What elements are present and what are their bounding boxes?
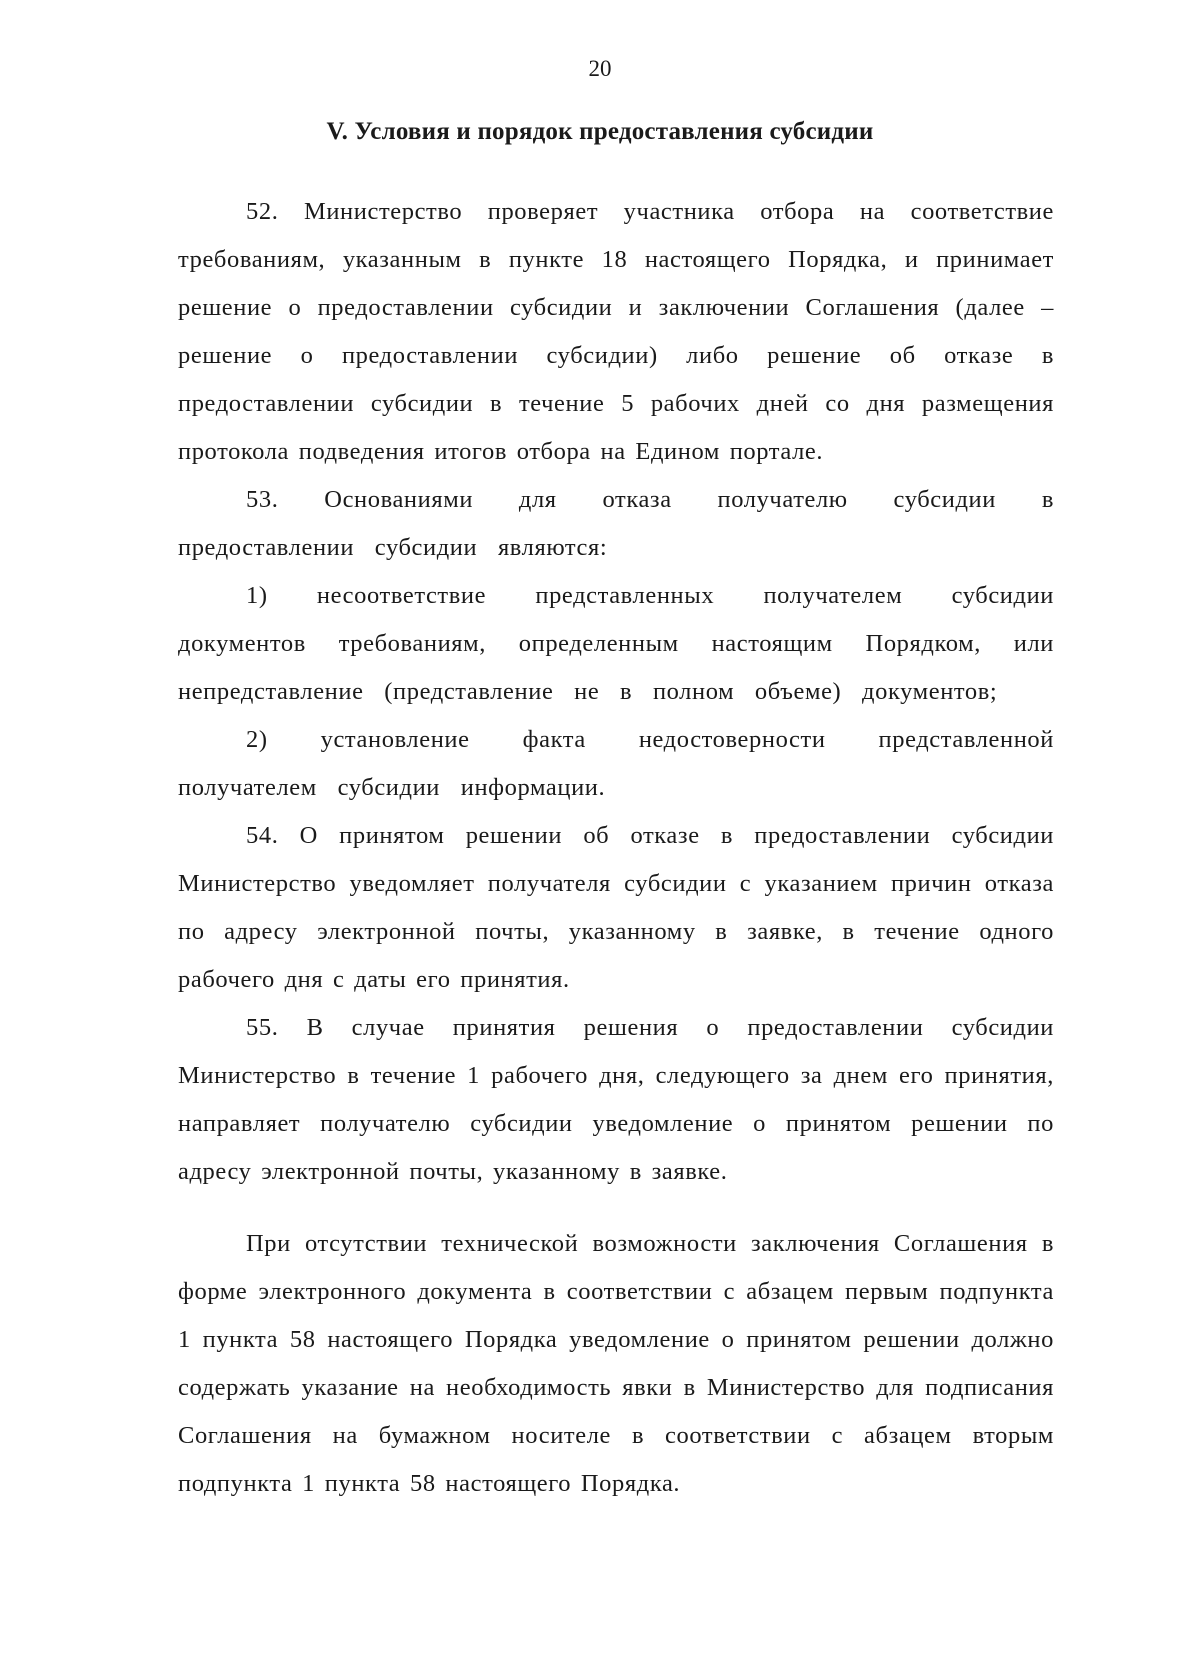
paragraph-53-item-1: 1) несоответствие представленных получателем субсидии документов требованиям, определенным настоящим Порядком, или непредставление (представление не в полном объеме) документов; xyxy=(178,582,1054,705)
paragraph-55: 55. В случае принятия решения о предоставлении субсидии Министерство в течение 1 рабочего дня, следующего за днем его принятия, направляет получателю субсидии уведомление о принятом решении по адресу электронной почты, указанному в заявке. xyxy=(178,1014,1054,1185)
page-number: 20 xyxy=(588,56,612,81)
section-heading: V. Условия и порядок предоставления субсидии xyxy=(326,118,874,145)
paragraph-54: 54. О принятом решении об отказе в предоставлении субсидии Министерство уведомляет получателя субсидии с указанием причин отказа по адресу электронной почты, указанному в заявке, в течение одного рабочего дня с даты его принятия. xyxy=(178,822,1054,993)
document-body xyxy=(178,188,1054,1508)
paragraph-53: 53. Основаниями для отказа получателю субсидии в предоставлении субсидии являются: xyxy=(178,486,1054,561)
paragraph-52: 52. Министерство проверяет участника отбора на соответствие требованиям, указанным в пункте 18 настоящего Порядка, и принимает решение о предоставлении субсидии и заключении Соглашения (далее – решение о предоставлении субсидии) либо решение об отказе в предоставлении субсидии в течение 5 рабочих дней со дня размещения протокола подведения итогов отбора на Едином портале. xyxy=(178,198,1054,465)
paragraph-55-note: При отсутствии технической возможности заключения Соглашения в форме электронного документа в соответствии с абзацем первым подпункта 1 пункта 58 настоящего Порядка уведомление о принятом решении должно содержать указание на необходимость явки в Министерство для подписания Соглашения на бумажном носителе в соответствии с абзацем вторым подпункта 1 пункта 58 настоящего Порядка. xyxy=(178,1230,1054,1497)
paragraph-53-item-2: 2) установление факта недостоверности представленной получателем субсидии информации. xyxy=(178,726,1054,801)
